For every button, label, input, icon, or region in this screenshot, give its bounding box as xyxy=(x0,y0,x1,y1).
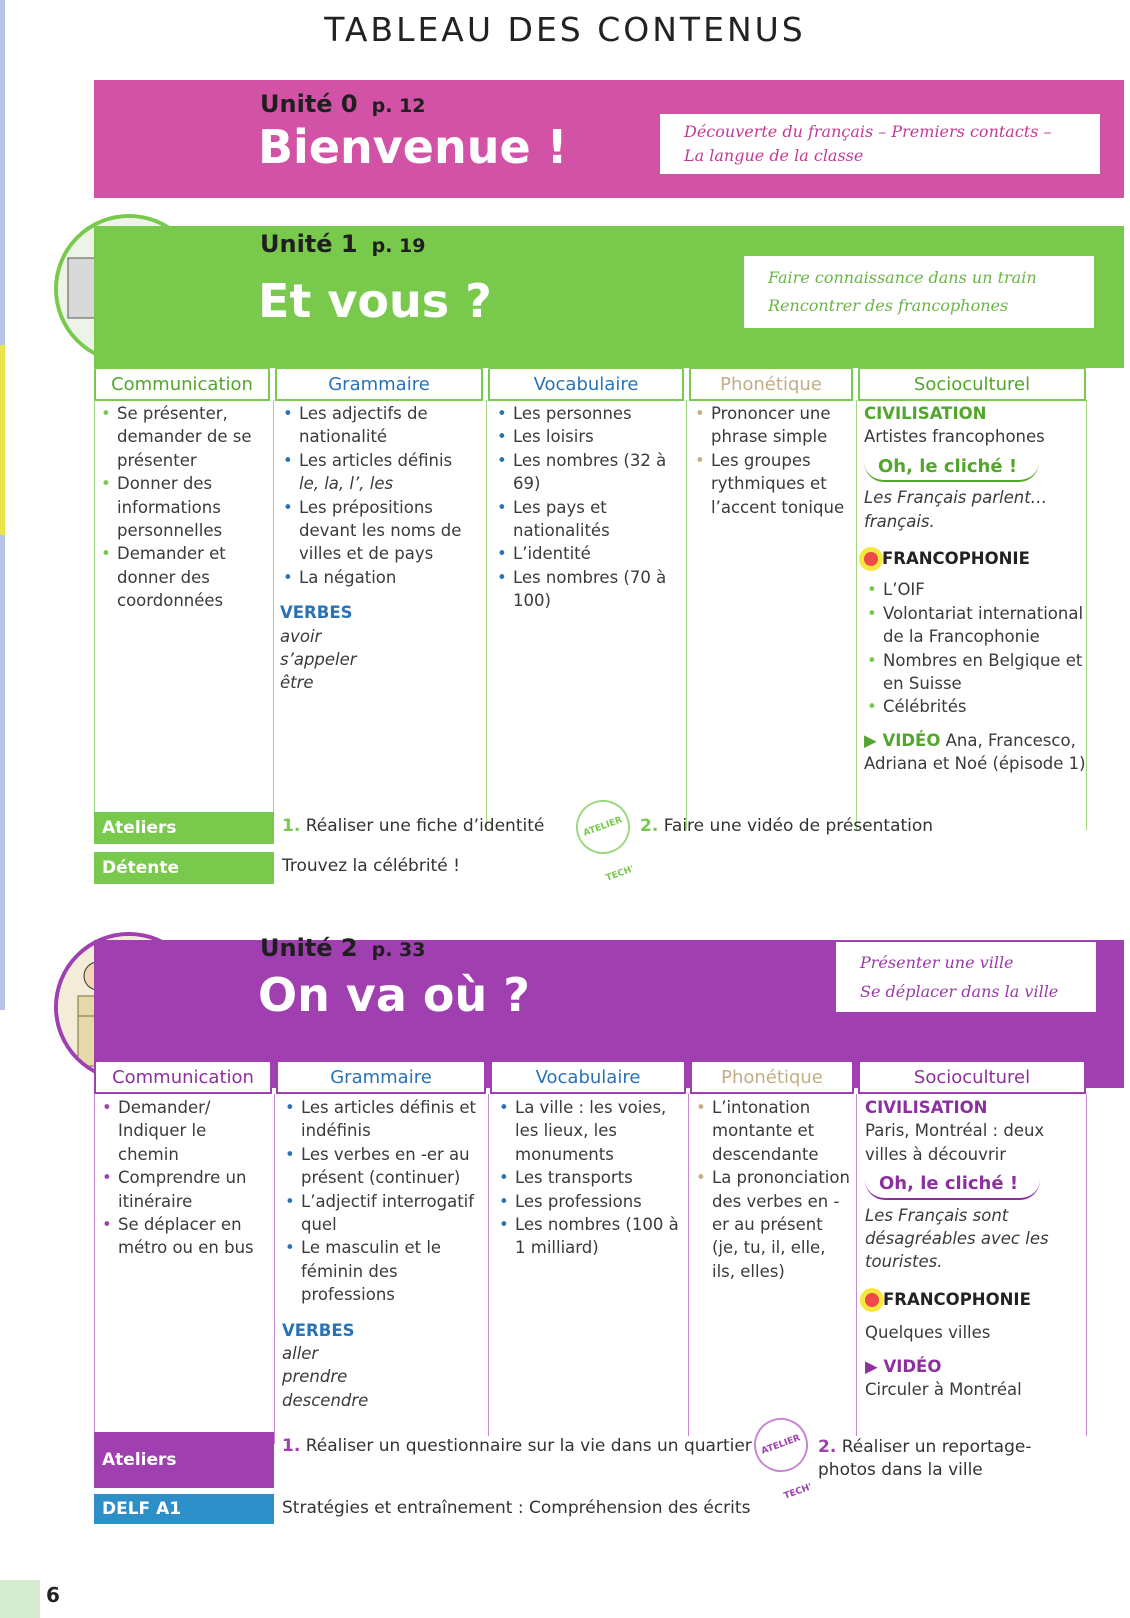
cliche-text: Les Français sont désagréables avec les touristes. xyxy=(865,1205,1049,1272)
unit-0-theme: Découverte du français – Premiers contacts – La langue de la classe xyxy=(660,114,1100,174)
list-item: • L’intonation montante et descendante xyxy=(693,1096,853,1166)
unit-1-col-vocabulaire: Vocabulaire xyxy=(488,367,684,401)
unit-1-socioculturel xyxy=(864,402,1086,776)
francophonie-dot-icon xyxy=(864,552,878,566)
unit-1-col-socioculturel: Socioculturel xyxy=(858,367,1086,401)
unit-1-header xyxy=(94,226,1124,368)
list-item: • Les groupes rythmiques et l’accent tonique xyxy=(692,449,852,519)
civilisation-label: CIVILISATION xyxy=(865,1098,988,1117)
unit-1-atelier-1: 1. Réaliser une fiche d’identité xyxy=(282,816,545,836)
video-play-icon: ▶ xyxy=(864,730,883,750)
francophonie-label: FRANCOPHONIE xyxy=(865,1288,1085,1311)
list-item: • Le masculin et le féminin des professions xyxy=(282,1236,484,1306)
list-item: • Les nombres (70 à 100) xyxy=(494,566,680,613)
unit-2-col-communication: Communication xyxy=(94,1060,272,1094)
list-item: • Comprendre un itinéraire xyxy=(99,1166,269,1213)
list-item: • Les prépositions devant les noms de villes et de pays xyxy=(280,496,480,566)
cliche-label: Oh, le cliché ! xyxy=(865,1170,1040,1199)
list-item: • Les professions xyxy=(496,1190,682,1213)
unit-2-col-socioculturel: Socioculturel xyxy=(858,1060,1086,1094)
unit-1-atelier-2: 2. Faire une vidéo de présentation xyxy=(640,816,934,836)
unit-1-vocabulaire xyxy=(494,402,680,613)
video-entry: ▶ VIDÉO xyxy=(865,1356,942,1376)
unit-2-vocabulaire xyxy=(496,1096,682,1260)
francophonie-dot-icon xyxy=(865,1293,879,1307)
list-item: • Demander/ Indiquer le chemin xyxy=(99,1096,269,1166)
list-item: • Les pays et nationalités xyxy=(494,496,680,543)
unit-1-col-grammaire: Grammaire xyxy=(275,367,483,401)
unit-2-col-phonetique: Phonétique xyxy=(690,1060,854,1094)
unit-1-label: Unité 1 p. 19 xyxy=(260,230,426,258)
unit-1-col-phonetique: Phonétique xyxy=(689,367,853,401)
unit-2-delf: Stratégies et entraînement : Compréhension des écrits xyxy=(282,1498,751,1518)
list-item: • Les personnes xyxy=(494,402,680,425)
video-entry: ▶ VIDÉO Ana, Francesco, Adriana et Noé (épisode 1) xyxy=(864,730,1086,774)
list-item: • Se déplacer en métro ou en bus xyxy=(99,1213,269,1260)
list-item: • Les adjectifs de nationalité xyxy=(280,402,480,449)
unit-2-ateliers-label: Ateliers xyxy=(94,1432,274,1488)
unit-2-col-vocabulaire: Vocabulaire xyxy=(490,1060,686,1094)
unit-1-col-communication: Communication xyxy=(94,367,270,401)
list-item: • L’adjectif interrogatif quel xyxy=(282,1190,484,1237)
unit-2-socioculturel xyxy=(865,1096,1085,1401)
unit-2-phonetique xyxy=(693,1096,853,1283)
page-edge-stripe xyxy=(0,0,5,1010)
verb: avoir xyxy=(280,626,322,646)
verb: prendre xyxy=(282,1367,348,1387)
francophonie-text: Quelques villes xyxy=(865,1323,991,1343)
list-item: • Se présenter, demander de se présenter xyxy=(98,402,268,472)
list-item: • Les nombres (32 à 69) xyxy=(494,449,680,496)
unit-0-label: Unité 0 p. 12 xyxy=(260,90,426,118)
unit-2-atelier-1: 1. Réaliser un questionnaire sur la vie dans un quartier xyxy=(282,1436,752,1456)
list-item: • L’OIF xyxy=(864,578,1086,601)
atelier-tech-logo-icon: ATELIER TECH' xyxy=(746,1410,815,1479)
list-item: • Nombres en Belgique et en Suisse xyxy=(864,649,1086,696)
unit-2-title: On va où ? xyxy=(258,968,530,1022)
video-text: Circuler à Montréal xyxy=(865,1380,1022,1400)
unit-2-col-grammaire: Grammaire xyxy=(276,1060,486,1094)
list-item: • Les transports xyxy=(496,1166,682,1189)
video-play-icon: ▶ xyxy=(865,1356,884,1376)
unit-2-theme: Présenter une ville Se déplacer dans la ville xyxy=(836,942,1096,1012)
cliche-text: Les Français parlent… français. xyxy=(864,488,1048,531)
unit-1-communication xyxy=(98,402,268,613)
list-item: • Volontariat international de la Francophonie xyxy=(864,602,1086,649)
footer-tab xyxy=(0,1580,40,1618)
verbes-label: VERBES xyxy=(280,603,353,623)
list-item: • Prononcer une phrase simple xyxy=(692,402,852,449)
unit-0-header xyxy=(94,80,1124,198)
list-item: • La ville : les voies, les lieux, les monuments xyxy=(496,1096,682,1166)
unit-0-title: Bienvenue ! xyxy=(258,120,568,174)
list-item: • Les articles définis le, la, l’, les xyxy=(280,449,480,496)
francophonie-label: FRANCOPHONIE xyxy=(864,547,1086,570)
unit-2-atelier-2: 2. Réaliser un reportage-photos dans la ville xyxy=(818,1437,1032,1480)
list-item: • Les nombres (100 à 1 milliard) xyxy=(496,1213,682,1260)
verb: s’appeler xyxy=(280,650,357,670)
civilisation-label: CIVILISATION xyxy=(864,404,987,423)
unit-1-title: Et vous ? xyxy=(258,274,492,328)
verb: aller xyxy=(282,1344,319,1364)
unit-1-phonetique xyxy=(692,402,852,519)
civilisation-text: Paris, Montréal : deux villes à découvrir xyxy=(865,1121,1045,1164)
list-item: • Donner des informations personnelles xyxy=(98,472,268,542)
page-title: TABLEAU DES CONTENUS xyxy=(324,10,806,49)
verbes-label: VERBES xyxy=(282,1320,355,1340)
unit-2-label: Unité 2 p. 33 xyxy=(260,934,426,962)
unit-2-communication xyxy=(99,1096,269,1260)
verb: descendre xyxy=(282,1390,369,1410)
unit-1-grammaire xyxy=(280,402,480,695)
unit-1-detente: Trouvez la célébrité ! xyxy=(282,856,460,876)
list-item: • La prononciation des verbes en -er au présent (je, tu, il, elle, ils, elles) xyxy=(693,1166,853,1283)
list-item: • Célébrités xyxy=(864,695,1086,718)
cliche-label: Oh, le cliché ! xyxy=(864,453,1039,482)
list-item: • Les verbes en -er au présent (continuer) xyxy=(282,1143,484,1190)
list-item: • L’identité xyxy=(494,542,680,565)
list-item: • Les articles définis et indéfinis xyxy=(282,1096,484,1143)
atelier-tech-logo-icon: ATELIER TECH' xyxy=(568,792,637,861)
unit-2-delf-label: DELF A1 xyxy=(94,1494,274,1524)
list-item: • La négation xyxy=(280,566,480,589)
list-item: • Les loisirs xyxy=(494,425,680,448)
list-item: • Demander et donner des coordonnées xyxy=(98,542,268,612)
unit-2-grammaire xyxy=(282,1096,484,1412)
unit-1-ateliers-label: Ateliers xyxy=(94,812,274,844)
unit-1-detente-label: Détente xyxy=(94,852,274,884)
civilisation-text: Artistes francophones xyxy=(864,427,1045,447)
unit-1-theme: Faire connaissance dans un train Rencontrer des francophones xyxy=(744,256,1094,328)
verb: être xyxy=(280,673,314,693)
page-number: 6 xyxy=(46,1583,60,1607)
